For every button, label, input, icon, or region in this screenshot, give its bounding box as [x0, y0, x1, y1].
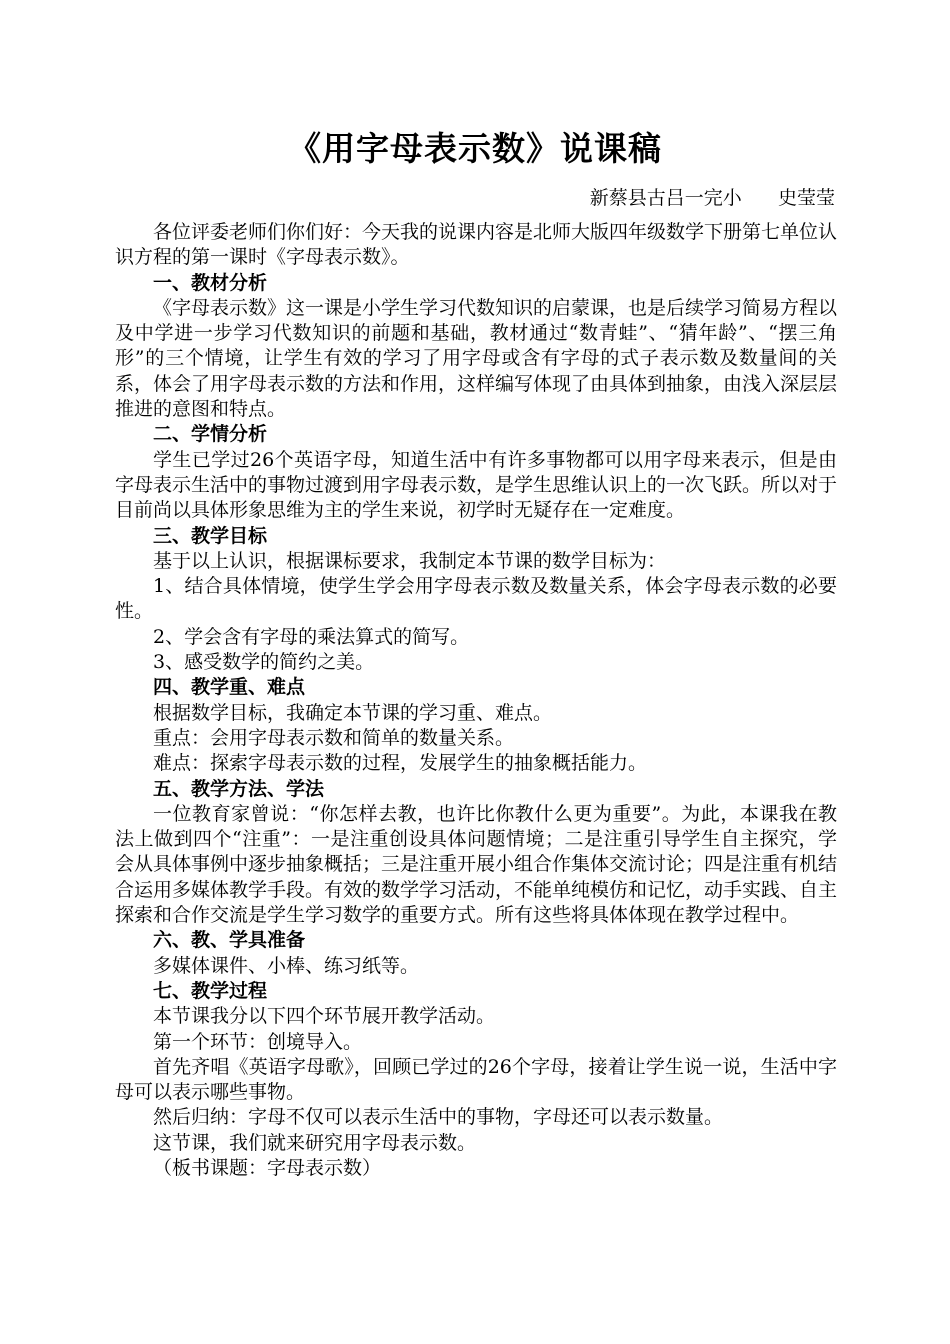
section-heading: 五、教学方法、学法 [153, 777, 325, 800]
paragraph: 这节课，我们就来研究用字母表示数。 [153, 1131, 477, 1154]
section-heading: 二、学情分析 [153, 423, 268, 446]
section-heading: 七、教学过程 [153, 979, 268, 1002]
document-title: 《用字母表示数》说课稿 [288, 129, 662, 168]
paragraph: 3、感受数学的简约之美。 [153, 651, 375, 674]
paragraph: 然后归纳：字母不仅可以表示生活中的事物，字母还可以表示数量。 [153, 1106, 724, 1129]
paragraph: 学生已学过26个英语字母，知道生活中有许多事物都可以用字母来表示，但是由字母表示生活中的事物过渡到用字母表示数，是学生思维认识上的一次飞跃。所以对于目前尚以具体形象思维为主的学生来说，初学时无疑存在一定难度。 [115, 448, 838, 522]
paragraph: 基于以上认识，根据课标要求，我制定本节课的数学目标为： [153, 549, 667, 572]
paragraph: 难点：探索字母表示数的过程，发展学生的抽象概括能力。 [153, 752, 648, 775]
paragraph: 1、结合具体情境，使学生学会用字母表示数及数量关系，体会字母表示数的必要性。 [115, 575, 837, 623]
paragraph: （板书课题：字母表示数） [153, 1156, 382, 1179]
paragraph: 首先齐唱《英语字母歌》，回顾已学过的26个字母，接着让学生说一说，生活中字母可以表示哪些事物。 [115, 1055, 837, 1104]
paragraph: 本节课我分以下四个环节展开教学活动。 [153, 1005, 496, 1028]
author-line: 新蔡县古吕一完小 史莹莹 [589, 187, 835, 209]
paragraph: 多媒体课件、小棒、练习纸等。 [153, 954, 420, 977]
paragraph: 重点：会用字母表示数和简单的数量关系。 [153, 726, 515, 749]
paragraph: 2、学会含有字母的乘法算式的简写。 [153, 625, 470, 648]
paragraph: 第一个环节：创境导入。 [153, 1030, 363, 1053]
section-heading: 一、教材分析 [153, 271, 268, 294]
document-body [115, 220, 837, 1181]
paragraph: 《字母表示数》这一课是小学生学习代数知识的启蒙课，也是后续学习简易方程以及中学进一步学习代数知识的前题和基础，教材通过“数青蛙”、“猜年龄”、“摆三角形”的三个情境，让学生有效的学习了用字母或含有字母的式子表示数及数量间的关系，体会了用字母表示数的方法和作用，这样编写体现了由具体到抽象，由浅入深层层推进的意图和特点。 [115, 296, 838, 421]
section-heading: 四、教学重、难点 [153, 676, 306, 699]
paragraph: 一位教育家曾说：“你怎样去教，也许比你教什么更为重要”。为此，本课我在教法上做到四个“注重”：一是注重创设具体问题情境；二是注重引导学生自主探究，学会从具体事例中逐步抽象概括；三是注重开展小组合作集体交流讨论；四是注重有机结合运用多媒体教学手段。有效的数学学习活动，不能单纯模仿和记忆，动手实践、自主探索和合作交流是学生学习数学的重要方式。所有这些将具体体现在教学过程中。 [115, 802, 838, 927]
section-heading: 六、教、学具准备 [153, 929, 306, 952]
section-heading: 三、教学目标 [153, 524, 268, 547]
paragraph: 各位评委老师们你们好：今天我的说课内容是北师大版四年级数学下册第七单位认识方程的第一课时《字母表示数》。 [115, 221, 838, 269]
paragraph: 根据数学目标，我确定本节课的学习重、难点。 [153, 701, 553, 724]
